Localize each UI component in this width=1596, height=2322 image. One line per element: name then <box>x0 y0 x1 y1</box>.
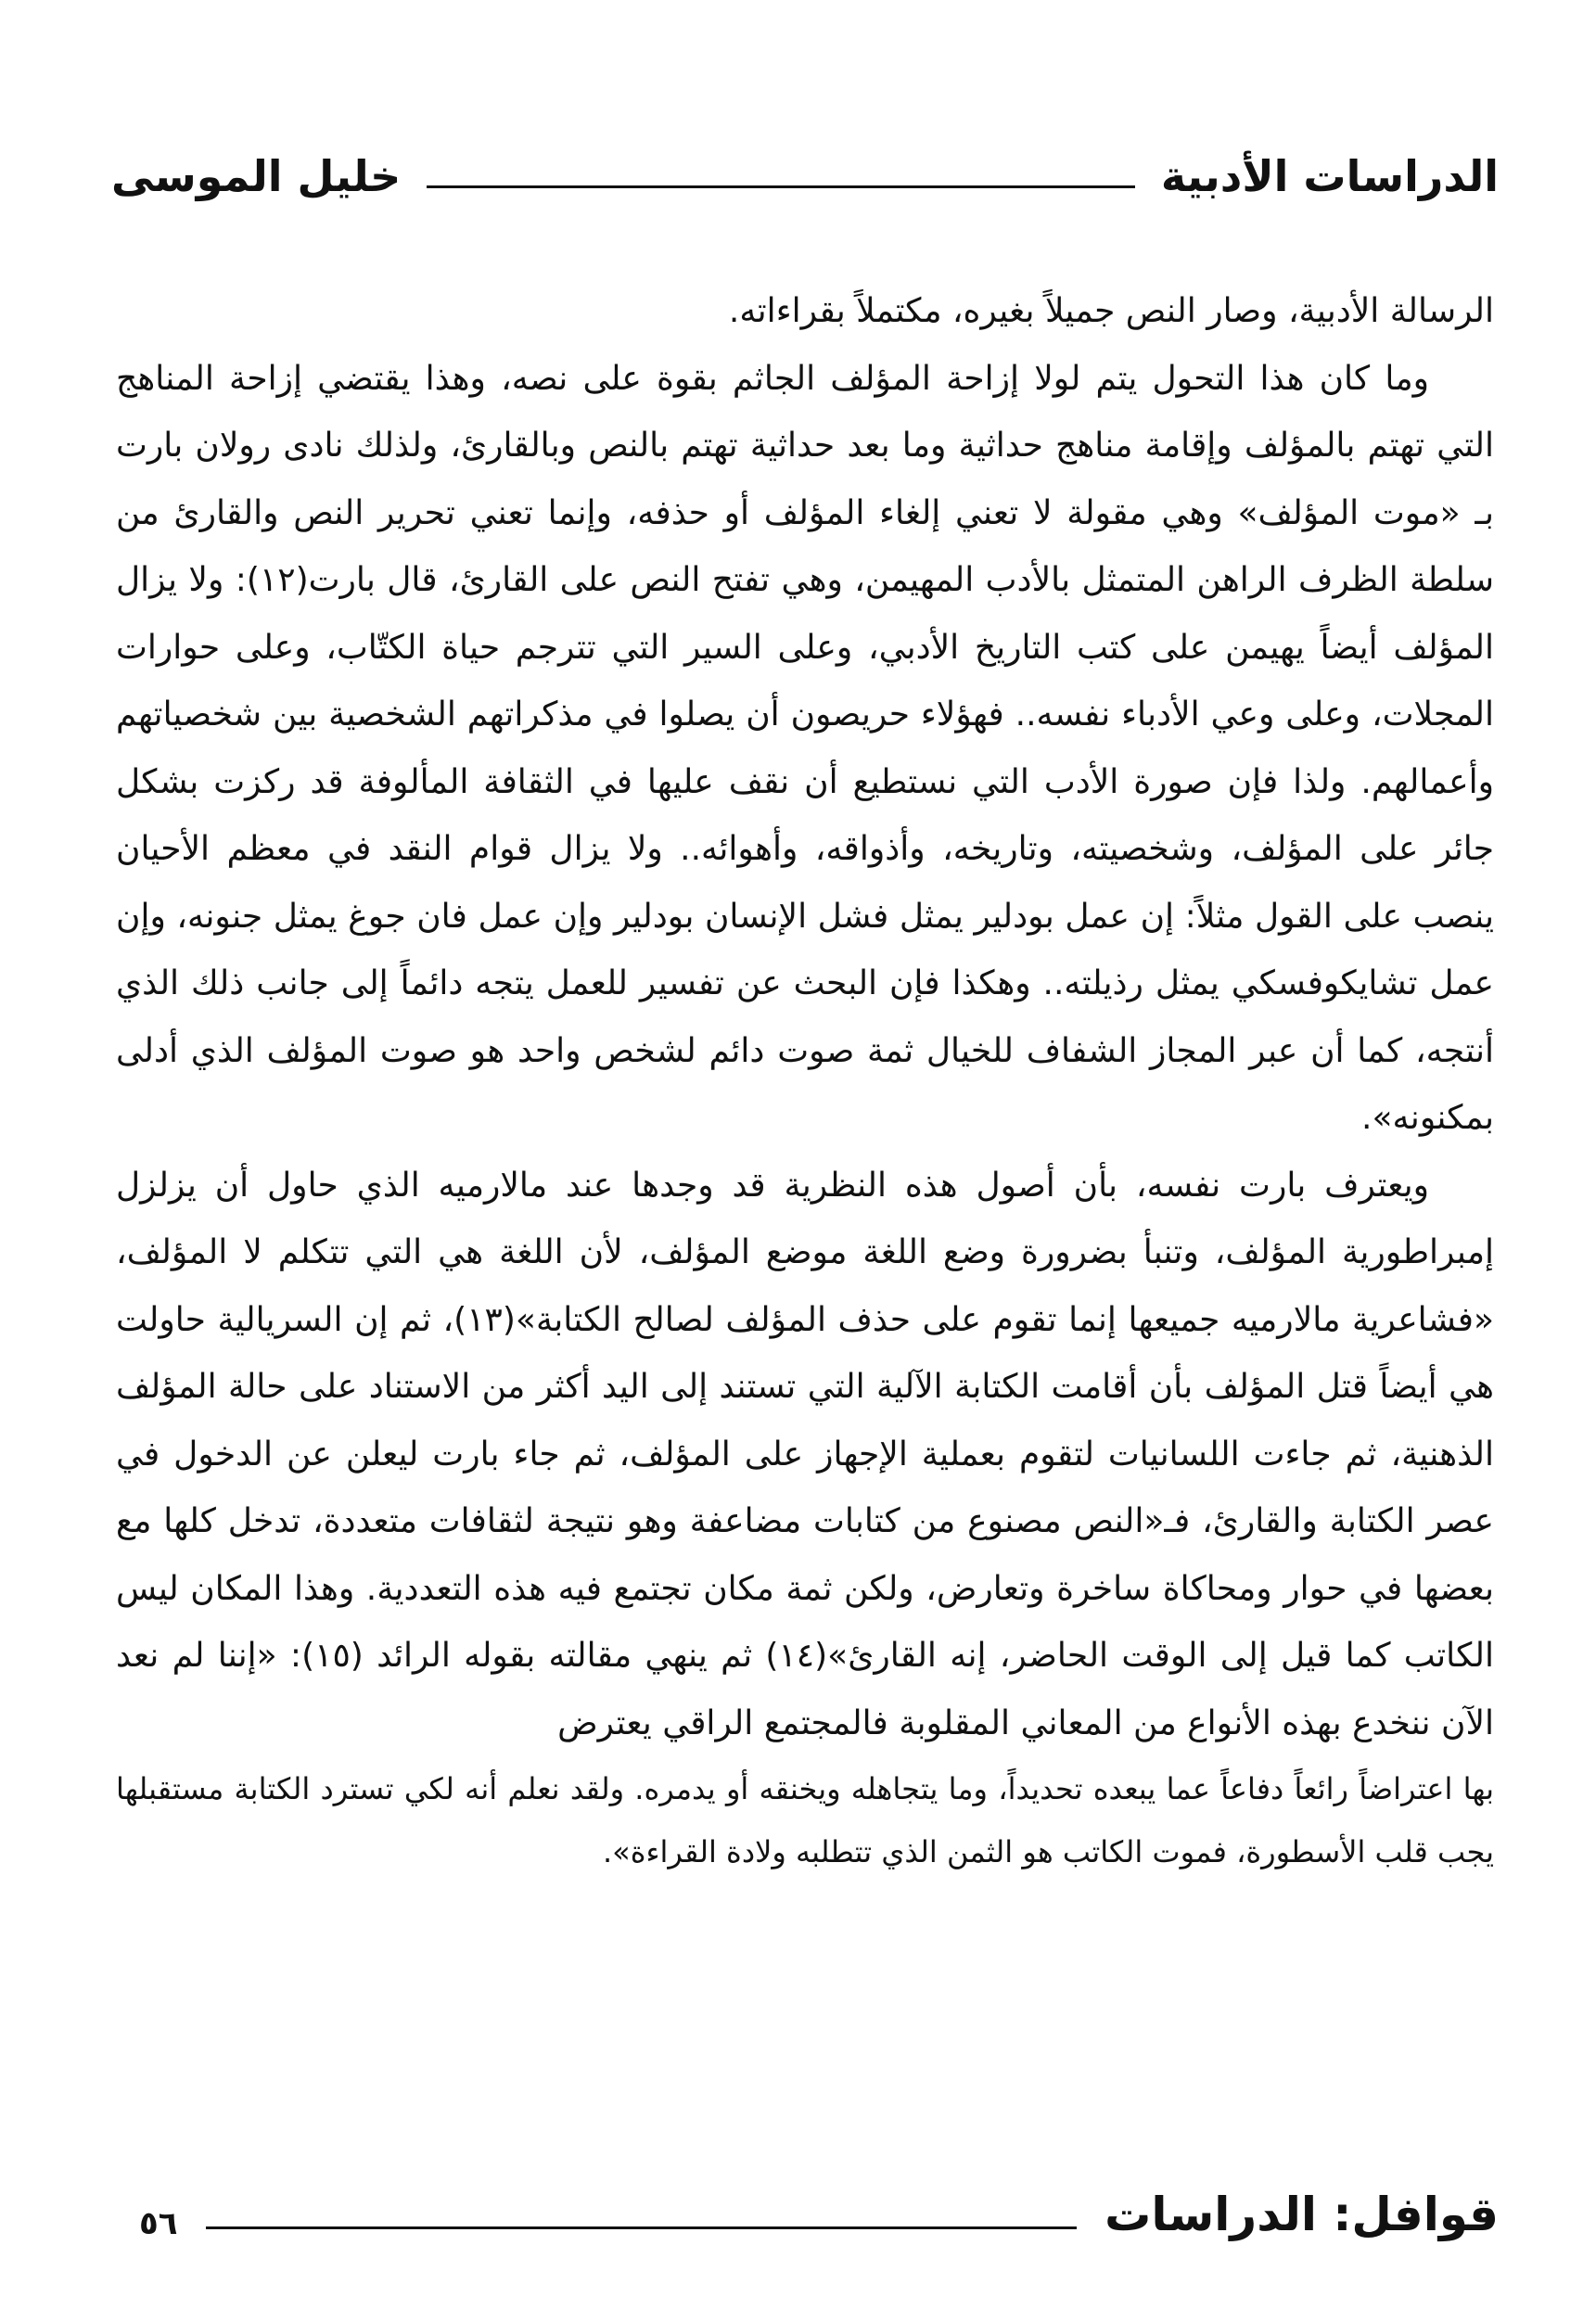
running-footer <box>139 2177 1499 2252</box>
author-name: خليل الموسى <box>111 151 402 201</box>
header-rule <box>427 185 1135 188</box>
journal-name: قوافل: الدراسات <box>1104 2188 1499 2241</box>
paragraph-1: الرسالة الأدبية، وصار النص جميلاً بغيره، مكتملاً بقراءاته. <box>728 292 1494 330</box>
paragraph-2: وما كان هذا التحول يتم لولا إزاحة المؤلف الجاثم بقوة على نصه، وهذا يقتضي إزاحة المناهج التي تهتم بالمؤلف وإقامة مناهج حداثية وما بعد حداثية تهتم بالنص وبالقارئ، ولذلك نادى رولان بارت بـ «موت المؤلف» وهي مقولة لا تعني إلغاء المؤلف أو حذفه، وإنما تعني تحرير النص والقارئ من سلطة الظرف الراهن المتمثل بالأدب المهيمن، وهي تفتح النص على القارئ، قال بارت(١٢): ولا يزال المؤلف أيضاً يهيمن على كتب التاريخ الأدبي، وعلى السير التي تترجم حياة الكتّاب، وعلى حوارات المجلات، وعلى وعي الأدباء نفسه.. فهؤلاء حريصون أن يصلوا في مذكراتهم الشخصية بين شخصياتهم وأعمالهم. ولذا فإن صورة الأدب التي نستطيع أن نقف عليها في الثقافة المألوفة قد ركزت بشكل جائر على المؤلف، وشخصيته، وتاريخه، وأذواقه، وأهوائه.. ولا يزال قوام النقد في معظم الأحيان ينصب على القول مثلاً: إن عمل بودلير يمثل فشل الإنسان بودلير وإن عمل فان جوغ يمثل جنونه، وإن عمل تشايكوفسكي يمثل رذيلته.. وهكذا فإن البحث عن تفسير للعمل يتجه دائماً إلى جانب ذلك الذي أنتجه، كما أن عبر المجاز الشفاف للخيال ثمة صوت دائم لشخص واحد هو صوت المؤلف الذي أدلى بمكنونه». <box>116 359 1494 1137</box>
page-number: ٥٦ <box>139 2205 178 2242</box>
footer-rule <box>206 2226 1078 2229</box>
running-header <box>111 139 1499 213</box>
paragraph-3: ويعترف بارت نفسه، بأن أصول هذه النظرية قد وجدها عند مالارميه الذي حاول أن يزلزل إمبراطورية المؤلف، وتنبأ بضرورة وضع اللغة موضع المؤلف، لأن اللغة هي التي تتكلم لا المؤلف، «فشاعرية مالارميه جميعها إنما تقوم على حذف المؤلف لصالح الكتابة»(١٣)، ثم إن السريالية حاولت هي أيضاً قتل المؤلف بأن أقامت الكتابة الآلية التي تستند إلى اليد أكثر من الاستناد على حالة المؤلف الذهنية، ثم جاءت اللسانيات لتقوم بعملية الإجهاز على المؤلف، ثم جاء بارت ليعلن عن الدخول في عصر الكتابة والقارئ، فـ«النص مصنوع من كتابات مضاعفة وهو نتيجة لثقافات متعددة، تدخل كلها مع بعضها في حوار ومحاكاة ساخرة وتعارض، ولكن ثمة مكان تجتمع فيه هذه التعددية. وهذا المكان ليس الكاتب كما قيل إلى الوقت الحاضر، إنه القارئ»(١٤) ثم ينهي مقالته بقوله الرائد (١٥): «إننا لم نعد الآن ننخدع بهذه الأنواع من المعاني المقلوبة فالمجتمع الراقي يعترض <box>116 1166 1494 1742</box>
section-title: الدراسات الأدبية <box>1160 151 1499 201</box>
body-text <box>116 278 1494 1883</box>
paragraph-4: بها اعتراضاً رائعاً دفاعاً عما يبعده تحديداً، وما يتجاهله ويخنقه أو يدمره. ولقد نعلم أنه لكي تسترد الكتابة مستقبلها يجب قلب الأسطورة، فموت الكاتب هو الثمن الذي تتطلبه ولادة القراءة». <box>116 1771 1494 1869</box>
